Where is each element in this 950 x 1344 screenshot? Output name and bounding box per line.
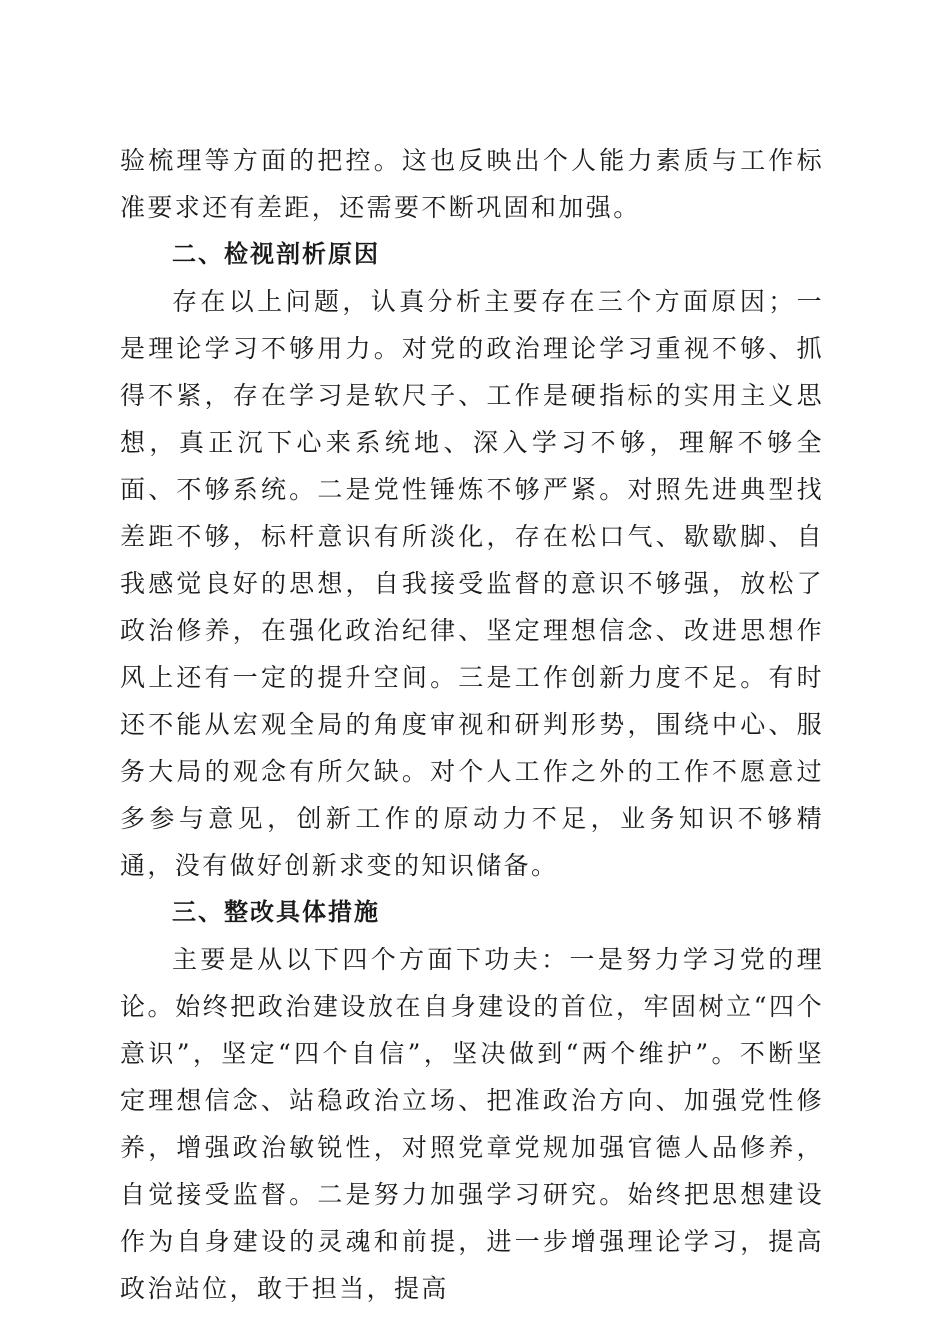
section-three-heading: 三、整改具体措施 bbox=[172, 898, 380, 926]
document-body bbox=[120, 137, 824, 1312]
continuation-paragraph: 验梳理等方面的把控。这也反映出个人能力素质与工作标准要求还有差距，还需要不断巩固和加强。 bbox=[120, 146, 824, 222]
section-two-paragraph: 存在以上问题，认真分析主要存在三个方面原因；一是理论学习不够用力。对党的政治理论学习重视不够、抓得不紧，存在学习是软尺子、工作是硬指标的实用主义思想，真正沉下心来系统地、深入学习不够，理解不够全面、不够系统。二是党性锤炼不够严紧。对照先进典型找差距不够，标杆意识有所淡化，存在松口气、歇歇脚、自我感觉良好的思想，自我接受监督的意识不够强，放松了政治修养，在强化政治纪律、坚定理想信念、改进思想作风上还有一定的提升空间。三是工作创新力度不足。有时还不能从宏观全局的角度审视和研判形势，围绕中心、服务大局的观念有所欠缺。对个人工作之外的工作不愿意过多参与意见，创新工作的原动力不足，业务知识不够精通，没有做好创新求变的知识储备。 bbox=[120, 287, 824, 880]
section-two-heading: 二、检视剖析原因 bbox=[172, 240, 380, 268]
section-three-paragraph: 主要是从以下四个方面下功夫：一是努力学习党的理论。始终把政治建设放在自身建设的首位，牢固树立“四个意识”，坚定“四个自信”，坚决做到“两个维护”。不断坚定理想信念、站稳政治立场、把准政治方向、加强党性修养，增强政治敏锐性，对照党章党规加强官德人品修养，自觉接受监督。二是努力加强学习研究。始终把思想建设作为自身建设的灵魂和前提，进一步增强理论学习，提高政治站位，敢于担当，提高 bbox=[120, 945, 824, 1303]
